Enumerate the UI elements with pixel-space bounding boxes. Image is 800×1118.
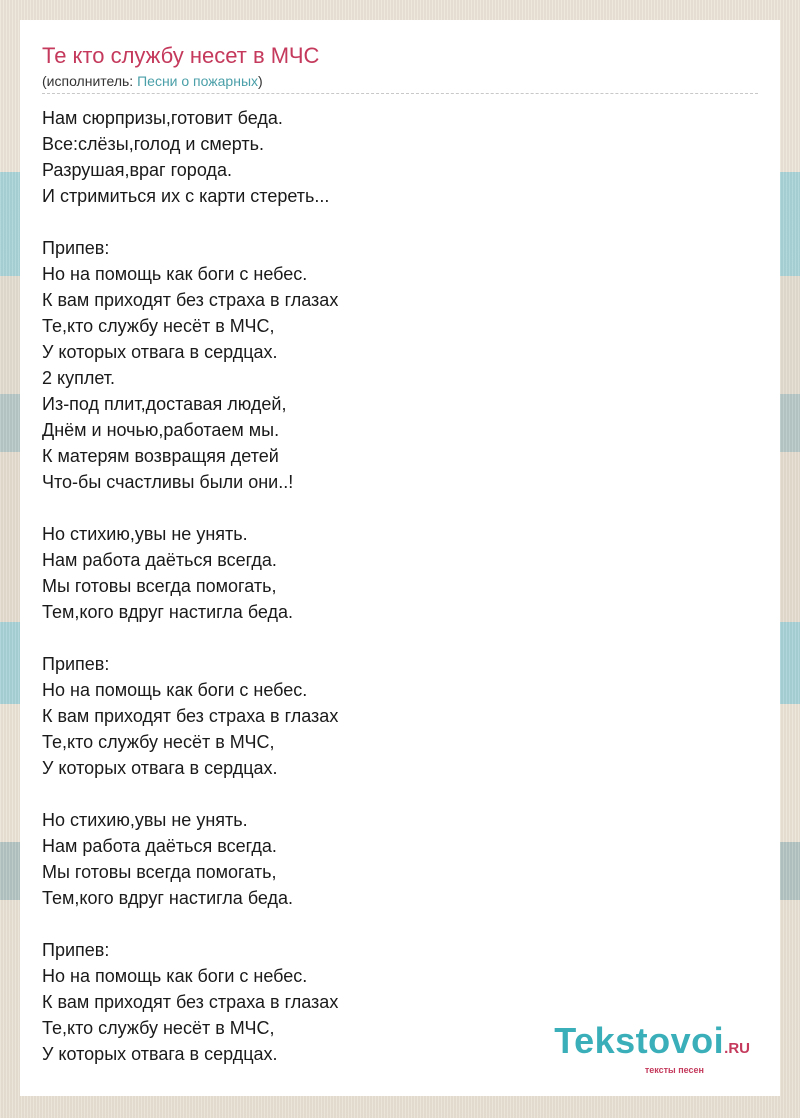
lyric-line: Днём и ночью,работаем мы. — [42, 420, 280, 440]
lyric-line: У которых отвага в сердцах. — [42, 1044, 278, 1064]
lyric-line: К вам приходят без страха в глазах — [42, 992, 339, 1012]
lyric-blank-line — [42, 625, 742, 651]
lyric-line: Те,кто службу несёт в МЧС, — [42, 1018, 275, 1038]
lyric-line: Припев: — [42, 654, 110, 674]
lyric-line: Нам работа даёться всегда. — [42, 550, 277, 570]
lyric-line: Но стихию,увы не унять. — [42, 524, 248, 544]
lyric-line: Но на помощь как боги с небес. — [42, 966, 308, 986]
lyric-line: Те,кто службу несёт в МЧС, — [42, 316, 275, 336]
lyric-line: Тем,кого вдруг настигла беда. — [42, 602, 294, 622]
lyrics-card — [20, 20, 780, 1096]
lyric-line: Нам работа даёться всегда. — [42, 836, 277, 856]
site-logo[interactable] — [554, 1020, 750, 1075]
lyrics-text — [42, 105, 742, 1067]
artist-line — [42, 73, 263, 89]
lyric-blank-line — [42, 495, 742, 521]
lyric-line: Мы готовы всегда помогать, — [42, 862, 277, 882]
lyric-line: Тем,кого вдруг настигла беда. — [42, 888, 294, 908]
lyric-line: К вам приходят без страха в глазах — [42, 290, 339, 310]
song-title: Те кто службу несет в МЧС — [42, 43, 320, 68]
lyric-line: К вам приходят без страха в глазах — [42, 706, 339, 726]
dashed-divider — [42, 93, 758, 94]
lyric-blank-line — [42, 911, 742, 937]
lyric-line: Но на помощь как боги с небес. — [42, 264, 308, 284]
artist-link[interactable]: Песни о пожарных — [137, 73, 259, 89]
lyric-line: Но на помощь как боги с небес. — [42, 680, 308, 700]
lyric-line: К матерям возвращяя детей — [42, 446, 279, 466]
lyric-line: У которых отвага в сердцах. — [42, 342, 278, 362]
lyric-line: Припев: — [42, 238, 110, 258]
lyric-line: У которых отвага в сердцах. — [42, 758, 278, 778]
lyric-line: 2 куплет. — [42, 368, 116, 388]
lyric-line: Мы готовы всегда помогать, — [42, 576, 277, 596]
lyric-line: Нам сюрпризы,готовит беда. — [42, 108, 283, 128]
lyric-line: Припев: — [42, 940, 110, 960]
logo-name: Tekstovoi — [554, 1020, 725, 1061]
logo-tagline: тексты песен — [644, 1065, 704, 1075]
lyric-line: Все:слёзы,голод и смерть. — [42, 134, 265, 154]
artist-prefix: (исполнитель: — [42, 73, 138, 89]
lyric-line: Что-бы счастливы были они..! — [42, 472, 294, 492]
artist-suffix: ) — [258, 73, 263, 89]
lyric-line: Из-под плит,доставая людей, — [42, 394, 287, 414]
lyric-blank-line — [42, 209, 742, 235]
lyric-line: Но стихию,увы не унять. — [42, 810, 248, 830]
logo-tld: .RU — [724, 1040, 750, 1057]
lyric-blank-line — [42, 781, 742, 807]
lyric-line: Разрушая,враг города. — [42, 160, 232, 180]
lyric-line: И стримиться их с карти стереть... — [42, 186, 330, 206]
lyric-line: Те,кто службу несёт в МЧС, — [42, 732, 275, 752]
